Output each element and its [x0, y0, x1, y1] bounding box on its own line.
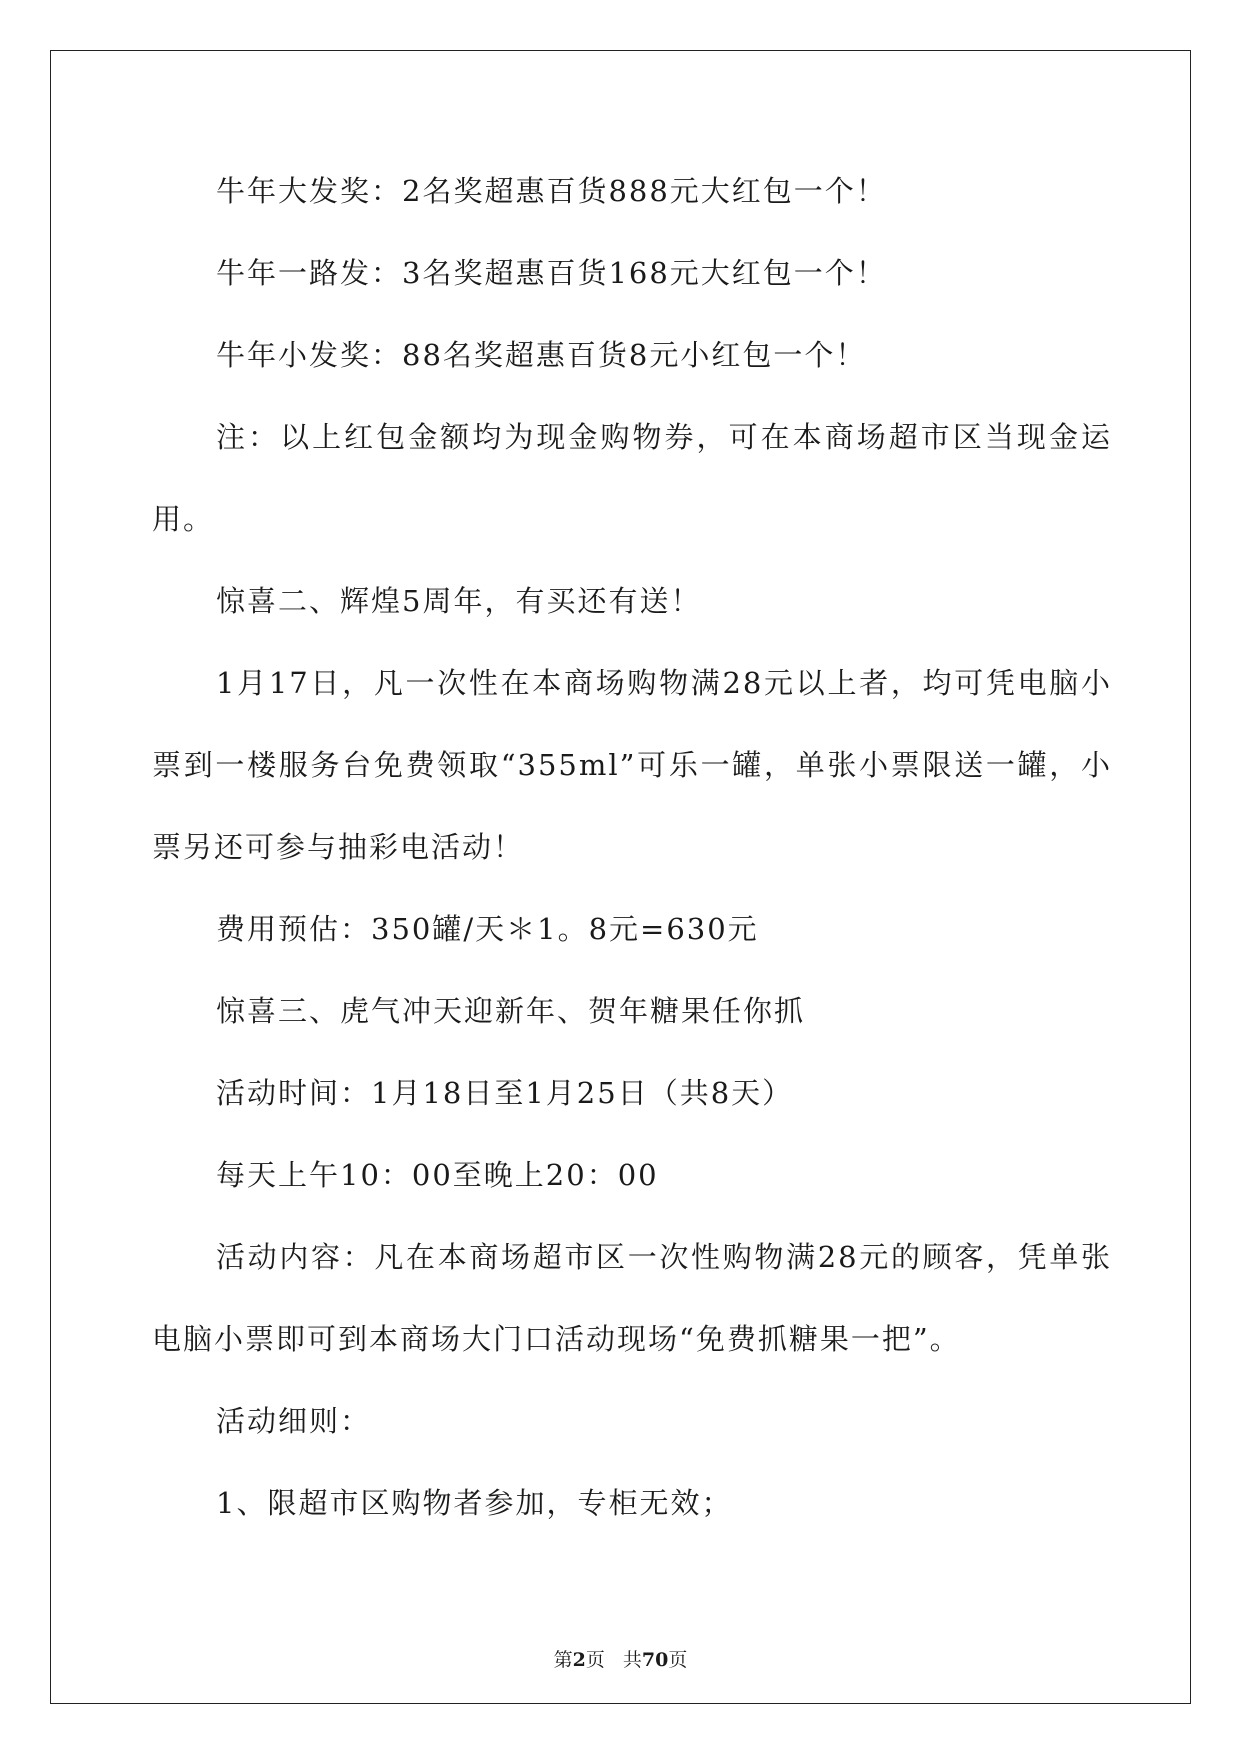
- total-prefix: 共: [622, 1649, 642, 1671]
- page-footer: [0, 1645, 1241, 1672]
- surprise-two-body: 1月17日，凡一次性在本商场购物满28元以上者，均可凭电脑小票到一楼服务台免费领取“355ml”可乐一罐，单张小票限送一罐，小票另还可参与抽彩电活动！: [152, 666, 1112, 864]
- page-current-number: 2: [572, 1649, 586, 1671]
- cost-estimate: 费用预估：350罐/天＊1。8元=630元: [216, 912, 759, 946]
- document-body: [152, 150, 1112, 1544]
- surprise-two-heading: 惊喜二、辉煌5周年，有买还有送！: [216, 584, 702, 618]
- prize-line-small: 牛年小发奖：88名奖超惠百货8元小红包一个！: [216, 338, 867, 372]
- page-total-number: 70: [641, 1649, 669, 1671]
- daily-hours: 每天上午10：00至晚上20：00: [216, 1158, 659, 1192]
- page-suffix: 页: [585, 1649, 605, 1671]
- rule-item-1: 1、限超市区购物者参加，专柜无效；: [216, 1486, 733, 1520]
- surprise-three-heading: 惊喜三、虎气冲天迎新年、贺年糖果任你抓: [216, 994, 806, 1028]
- total-suffix: 页: [668, 1649, 688, 1671]
- activity-rules-heading: 活动细则：: [216, 1404, 372, 1438]
- activity-content: 活动内容：凡在本商场超市区一次性购物满28元的顾客，凭单张电脑小票即可到本商场大门口活动现场“免费抓糖果一把”。: [152, 1240, 1112, 1356]
- prize-line-road: 牛年一路发：3名奖超惠百货168元大红包一个！: [216, 256, 887, 290]
- activity-time: 活动时间：1月18日至1月25日（共8天）: [216, 1076, 794, 1110]
- page-prefix: 第: [553, 1649, 573, 1671]
- note-paragraph: 注：以上红包金额均为现金购物券，可在本商场超市区当现金运用。: [152, 420, 1112, 536]
- prize-line-big: 牛年大发奖：2名奖超惠百货888元大红包一个！: [216, 174, 887, 208]
